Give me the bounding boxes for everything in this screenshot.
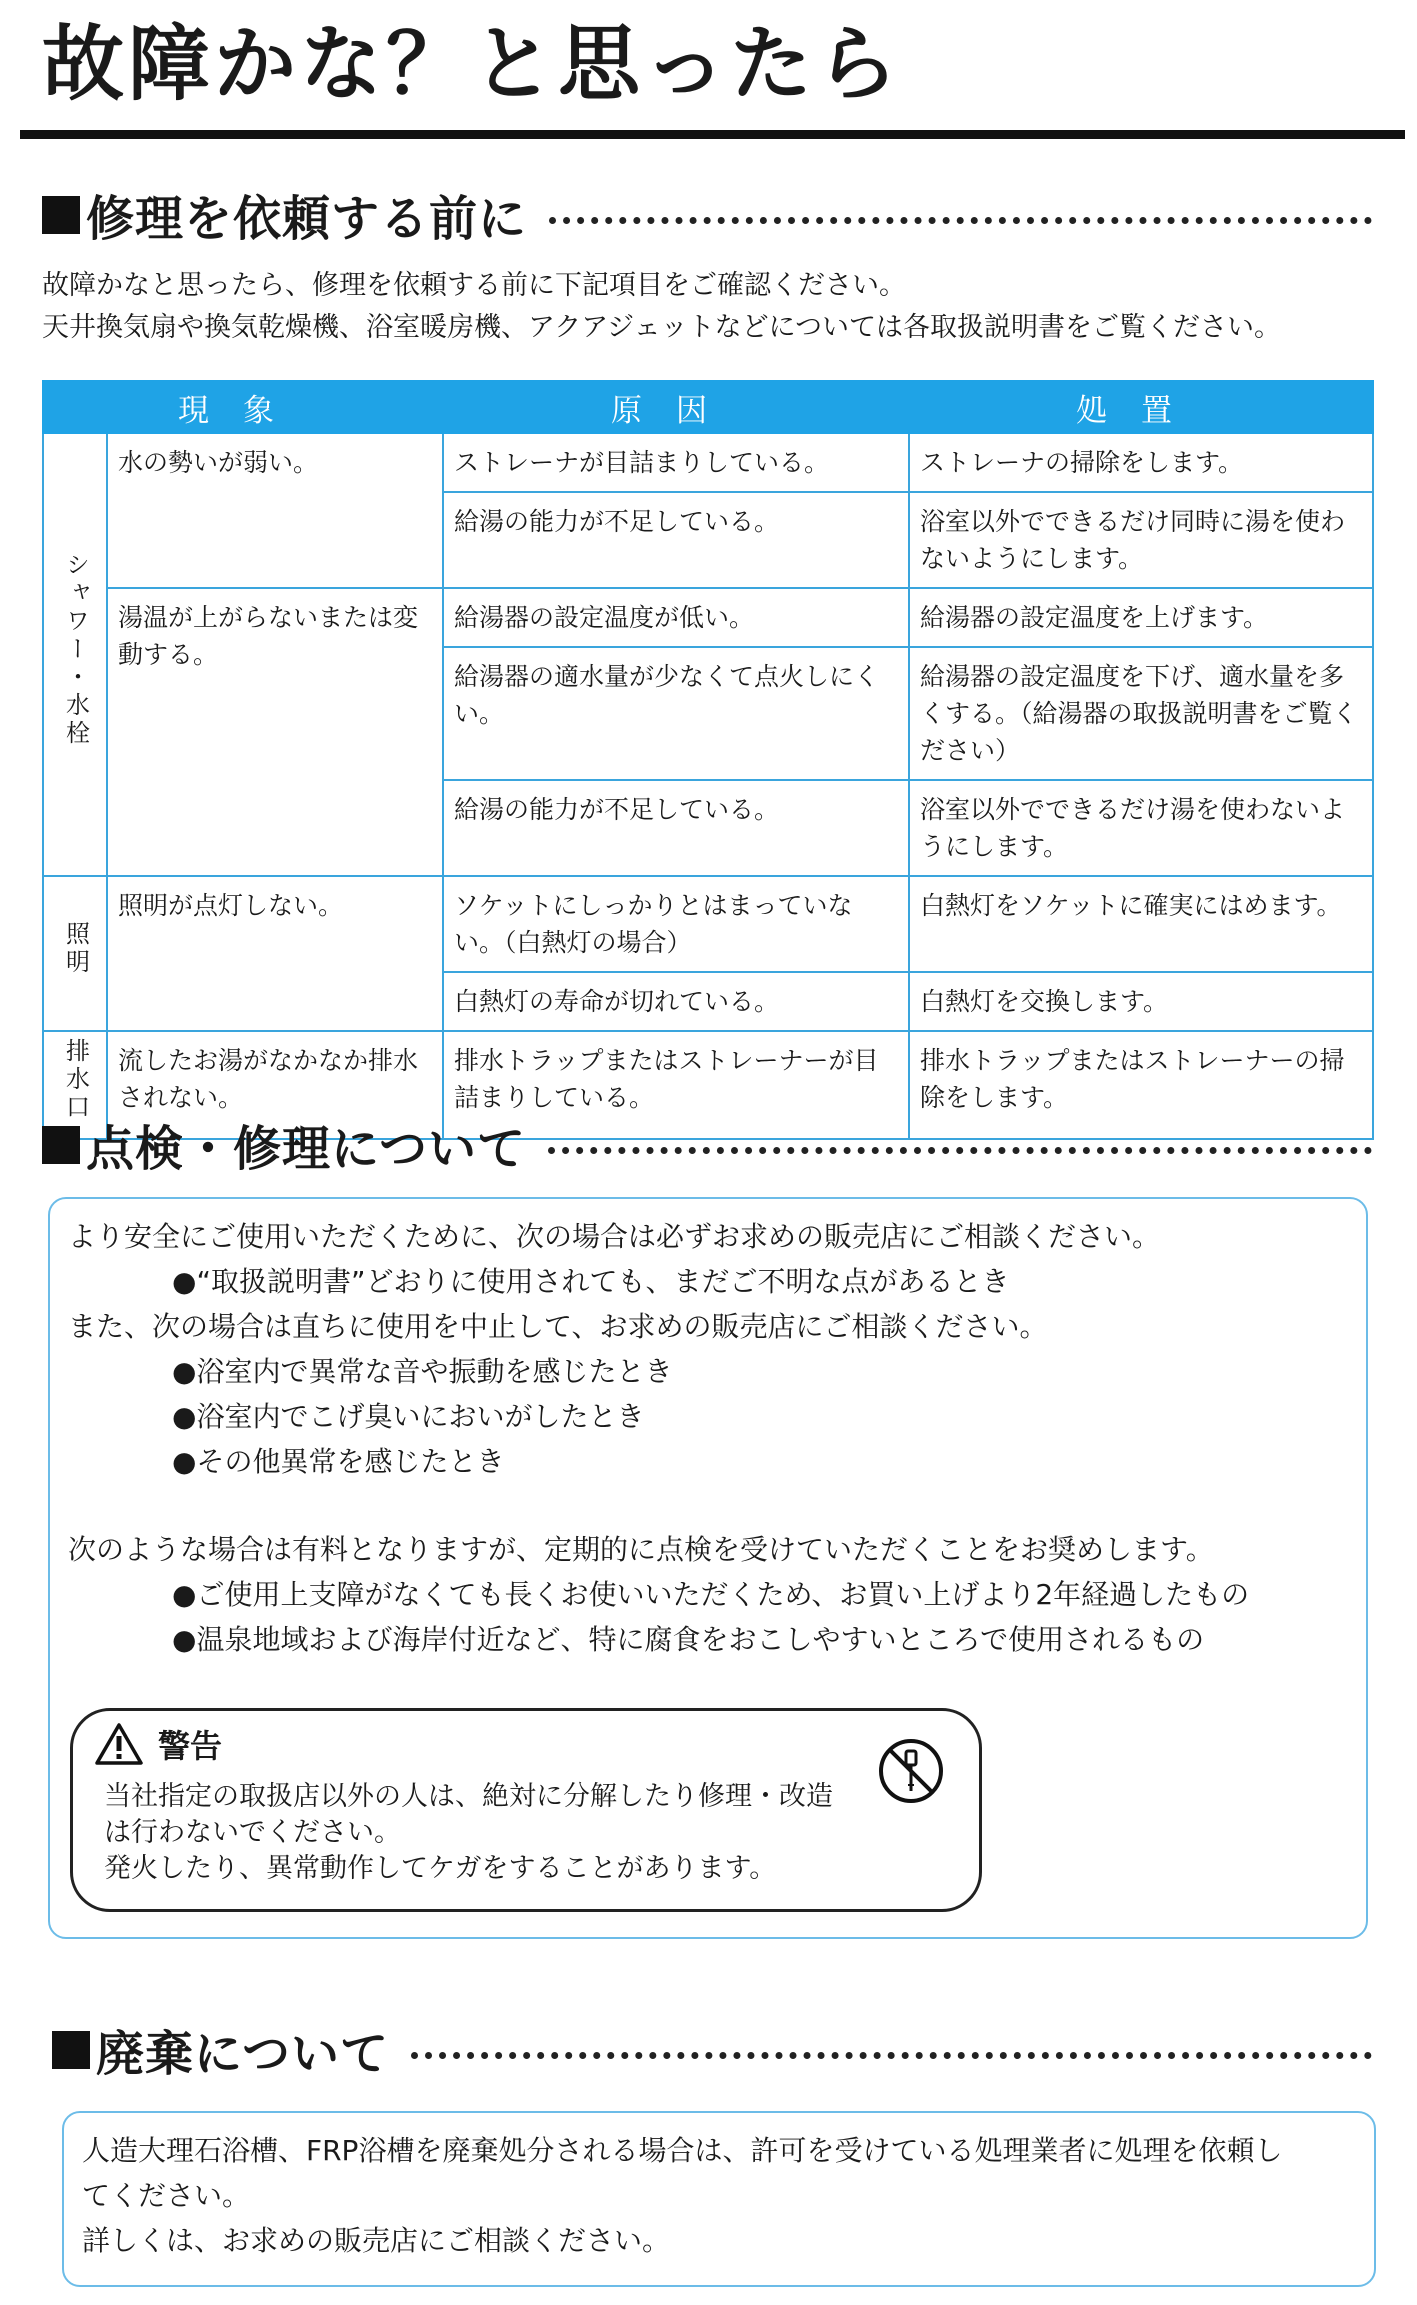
cause-cell: 給湯の能力が不足している。: [443, 780, 909, 876]
section-heading-disposal: [52, 2015, 1372, 2084]
inspection-line: より安全にご使用いただくために、次の場合は必ずお求めの販売店にご相談ください。: [68, 1220, 1161, 1253]
phenomenon-cell: 湯温が上がらないまたは変動する。: [107, 588, 443, 876]
warning-triangle-icon: [94, 1722, 144, 1766]
header-cause: 原因: [443, 381, 909, 433]
remedy-cell: 給湯器の設定温度を上げます。: [909, 588, 1373, 647]
spacer: [68, 1484, 1249, 1527]
heading-dots: [411, 2052, 1372, 2059]
category-light: 照明: [43, 876, 107, 1031]
table-row: [43, 433, 1373, 492]
page-title: 故障かな？と思ったら: [42, 17, 903, 112]
phenomenon-cell: 照明が点灯しない。: [107, 876, 443, 1031]
inspection-text: [68, 1214, 1249, 1662]
title-rule: [20, 130, 1405, 139]
bullet-icon: ●: [172, 1265, 197, 1298]
phenomenon-cell: 流したお湯がなかなか排水されない。: [107, 1031, 443, 1139]
section-heading-inspection: [42, 1110, 1372, 1179]
remedy-cell: 排水トラップまたはストレーナーの掃除をします。: [909, 1031, 1373, 1139]
intro-text: [42, 265, 1281, 349]
disposal-line: 人造大理石浴槽、FRP浴槽を廃棄処分される場合は、許可を受けている処理業者に処理を依頼し: [82, 2134, 1283, 2167]
heading-square: [52, 2031, 90, 2069]
category-shower: シャワー・水栓: [43, 433, 107, 876]
heading-dots: [548, 1147, 1372, 1154]
bullet-icon: ●: [172, 1400, 197, 1433]
cause-cell: 白熱灯の寿命が切れている。: [443, 972, 909, 1031]
cause-cell: ソケットにしっかりとはまっていない。（白熱灯の場合）: [443, 876, 909, 972]
cause-cell: 給湯の能力が不足している。: [443, 492, 909, 588]
bullet-item: ●“取扱説明書”どおりに使用されても、まだご不明な点があるとき: [172, 1265, 1010, 1298]
bullet-item: ●温泉地域および海岸付近など、特に腐食をおこしやすいところで使用されるもの: [172, 1623, 1205, 1656]
heading-square: [42, 1126, 80, 1164]
no-disassembly-icon: [877, 1737, 945, 1805]
remedy-cell: 浴室以外でできるだけ湯を使わないようにします。: [909, 780, 1373, 876]
bullet-item: ●ご使用上支障がなくても長くお使いいただくため、お買い上げより2年経過したもの: [172, 1578, 1250, 1611]
remedy-cell: 白熱灯を交換します。: [909, 972, 1373, 1031]
warning-line: 当社指定の取扱店以外の人は、絶対に分解したり修理・改造: [104, 1781, 833, 1812]
section-heading-before-repair: [42, 180, 1372, 249]
inspection-line: 次のような場合は有料となりますが、定期的に点検を受けていただくことをお奨めします。: [68, 1533, 1214, 1566]
heading-text: 修理を依頼する前に: [86, 191, 528, 247]
bullet-icon: ●: [172, 1355, 197, 1388]
cause-cell: 排水トラップまたはストレーナーが目詰まりしている。: [443, 1031, 909, 1139]
warning-line: 発火したり、異常動作してケガをすることがあります。: [104, 1853, 777, 1884]
inspection-line: また、次の場合は直ちに使用を中止して、お求めの販売店にご相談ください。: [68, 1310, 1048, 1343]
intro-line: 天井換気扇や換気乾燥機、浴室暖房機、アクアジェットなどについては各取扱説明書をご覧ください。: [42, 312, 1282, 343]
heading-dots: [549, 217, 1372, 224]
bullet-icon: ●: [172, 1578, 197, 1611]
troubleshooting-table: [42, 380, 1374, 1140]
heading-text: 点検・修理について: [86, 1121, 527, 1177]
disposal-line: てください。: [82, 2179, 251, 2212]
bullet-icon: ●: [172, 1445, 197, 1478]
remedy-cell: ストレーナの掃除をします。: [909, 433, 1373, 492]
warning-label: 警告: [158, 1727, 223, 1765]
header-phenomenon: 現象: [43, 381, 443, 433]
bullet-item: ●その他異常を感じたとき: [172, 1445, 505, 1478]
bullet-item: ●浴室内で異常な音や振動を感じたとき: [172, 1355, 673, 1388]
bullet-icon: ●: [172, 1623, 197, 1656]
warning-text: [104, 1779, 833, 1887]
header-remedy: 処置: [909, 381, 1373, 433]
remedy-cell: 給湯器の設定温度を下げ、適水量を多くする。（給湯器の取扱説明書をご覧ください）: [909, 647, 1373, 780]
cause-cell: 給湯器の設定温度が低い。: [443, 588, 909, 647]
phenomenon-cell: 水の勢いが弱い。: [107, 433, 443, 588]
intro-line: 故障かなと思ったら、修理を依頼する前に下記項目をご確認ください。: [42, 270, 906, 301]
heading-square: [42, 196, 80, 234]
table-row: [43, 588, 1373, 647]
bullet-item: ●浴室内でこげ臭いにおいがしたとき: [172, 1400, 645, 1433]
table-header-row: [43, 381, 1373, 433]
remedy-cell: 浴室以外でできるだけ同時に湯を使わないようにします。: [909, 492, 1373, 588]
heading-text: 廃棄について: [96, 2026, 390, 2082]
warning-line: は行わないでください。: [104, 1817, 401, 1848]
remedy-cell: 白熱灯をソケットに確実にはめます。: [909, 876, 1373, 972]
disposal-line: 詳しくは、お求めの販売店にご相談ください。: [82, 2224, 671, 2257]
disposal-text: [82, 2128, 1282, 2263]
category-drain: 排水口: [43, 1031, 107, 1139]
table-row: [43, 876, 1373, 972]
warning-header: [94, 1721, 222, 1767]
cause-cell: ストレーナが目詰まりしている。: [443, 433, 909, 492]
cause-cell: 給湯器の適水量が少なくて点火しにくい。: [443, 647, 909, 780]
